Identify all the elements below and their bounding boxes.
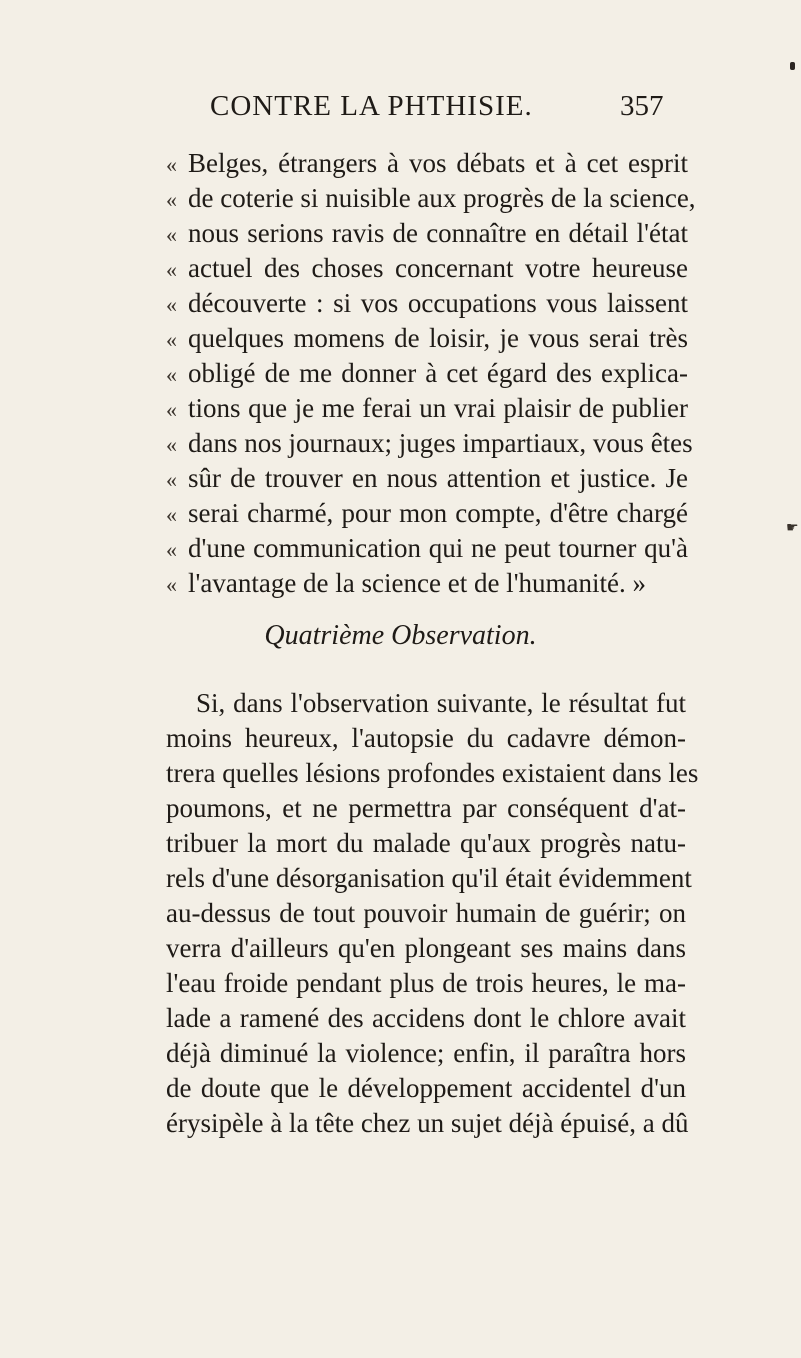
running-title: CONTRE LA PHTHISIE.: [210, 90, 533, 122]
quote-mark: «: [166, 362, 177, 387]
paragraph-line: rels d'une désorganisation qu'il était évidemment: [166, 863, 692, 893]
paragraph-line: trera quelles lésions profondes existaient dans les: [166, 758, 699, 788]
quote-line: « tions que je me ferai un vrai plaisir de publier: [166, 391, 686, 427]
paragraph-line: l'eau froide pendant plus de trois heures, le ma-: [166, 968, 686, 998]
section-heading: Quatrième Observation.: [264, 620, 537, 651]
quote-mark: «: [166, 502, 177, 527]
paragraph-line: de doute que le développement accidentel d'un: [166, 1073, 686, 1103]
quote-line: « dans nos journaux; juges impartiaux, vous êtes: [166, 426, 686, 462]
quote-mark: «: [166, 327, 177, 352]
margin-ink-spot: [790, 62, 795, 70]
quote-line: « d'une communication qui ne peut tourner qu'à: [166, 531, 686, 567]
quote-line: « découverte : si vos occupations vous laissent: [166, 286, 686, 322]
quote-line: « actuel des choses concernant votre heureuse: [166, 251, 686, 287]
page-number: 357: [620, 90, 664, 122]
quote-line: « nous serions ravis de connaître en détail l'état: [166, 216, 686, 252]
quote-line: « sûr de trouver en nous attention et justice. Je: [166, 461, 686, 497]
quote-mark: «: [166, 432, 177, 457]
paragraph-line: lade a ramené des accidens dont le chlore avait: [166, 1003, 686, 1033]
quote-line: « l'avantage de la science et de l'humanité. »: [166, 566, 686, 602]
quote-mark: «: [166, 222, 177, 247]
quote-mark: «: [166, 292, 177, 317]
paragraph-line: moins heureux, l'autopsie du cadavre démon-: [166, 723, 686, 753]
paragraph-line: tribuer la mort du malade qu'aux progrès natu-: [166, 828, 686, 858]
quote-line: « Belges, étrangers à vos débats et à cet esprit: [166, 146, 686, 182]
quote-mark: «: [166, 397, 177, 422]
quote-mark: «: [166, 467, 177, 492]
paragraph-line: érysipèle à la tête chez un sujet déjà épuisé, a dû: [166, 1108, 689, 1138]
quote-mark: «: [166, 537, 177, 562]
paragraph-line: poumons, et ne permettra par conséquent d'at-: [166, 793, 686, 823]
quote-line: « quelques momens de loisir, je vous serai très: [166, 321, 686, 357]
paragraph-line: verra d'ailleurs qu'en plongeant ses mains dans: [166, 933, 686, 963]
quote-line: « de coterie si nuisible aux progrès de la science,: [166, 181, 686, 217]
quote-mark: «: [166, 257, 177, 282]
margin-pointer-mark: ☛: [786, 521, 799, 536]
paragraph-line: au-dessus de tout pouvoir humain de guérir; on: [166, 898, 686, 928]
paragraph-line: Si, dans l'observation suivante, le résultat fut: [196, 688, 686, 718]
page-header: [0, 90, 801, 130]
quote-mark: «: [166, 187, 177, 212]
quote-mark: «: [166, 152, 177, 177]
paragraph-line: déjà diminué la violence; enfin, il paraîtra hors: [166, 1038, 686, 1068]
quote-line: « serai charmé, pour mon compte, d'être chargé: [166, 496, 686, 532]
quote-line: « obligé de me donner à cet égard des explica-: [166, 356, 686, 392]
quote-mark: «: [166, 572, 177, 597]
